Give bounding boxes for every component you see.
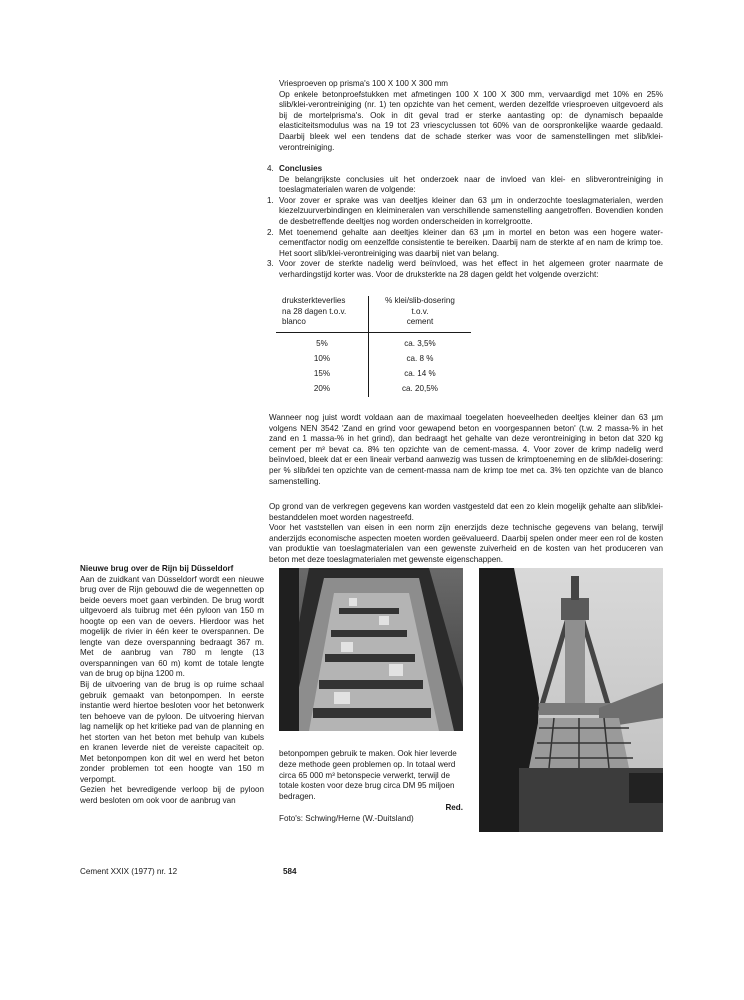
table-cell: 15% <box>276 367 369 382</box>
para-after-table <box>269 413 663 487</box>
header-line: blanco <box>282 317 306 327</box>
conclusion-item-number: 3. <box>267 259 274 269</box>
table-cell: ca. 14 % <box>404 368 436 378</box>
paragraph: Voor het vaststellen van eisen in een norm zijn enerzijds deze technische gegevens van belang, terwijl anderzijds economische aspecten moeten worden geëvalueerd. Daarbij spelen onder meer een rol de kosten van produktie van toeslagmaterialen van een gewenste zuiverheid en de kosten van het produceren van beton met deze toeslagmaterialen met gewenste eigenschappen. <box>269 523 663 564</box>
section-heading: Vriesproeven op prisma's 100 X 100 X 300 mm <box>279 79 449 88</box>
conclusions <box>267 164 663 281</box>
table-row <box>276 332 471 352</box>
conclusion-item-text: Voor zover de sterkte nadelig werd beïnvloed, was het effect in het algemeen groter naarmate de verhardingstijd korter was. Voor de druksterkte na 28 dagen geldt het volgende overzicht: <box>279 259 663 279</box>
caption-red: Red. <box>445 802 463 812</box>
page-number: 584 <box>283 867 297 876</box>
table-row <box>276 382 471 397</box>
header-line: t.o.v. <box>411 306 429 316</box>
header-line: na 28 dagen t.o.v. <box>282 306 347 316</box>
section-paragraph: Op enkele betonproefstukken met afmetingen 100 X 100 X 300 mm, vervaardigd met 10% en 25% slib/klei-verontreiniging (nr. 1) ten opzichte van het cement, werden dezelfde vriesproeven uitgevoerd als bij de mortelprisma's. Ook in dit geval trad er sterke aantasting op: de dynamisch bepaalde elasticiteitsmodulus was na 19 tot 23 vriescyclussen tot 60% van de oorspronkelijke waarde gedaald. Daarbij bleek wel een tendens dat de schade sterker was voor de samenstellingen met slib/klei-verontreiniging. <box>279 89 663 152</box>
table-cell: 5% <box>276 332 369 352</box>
conclusion-item-number: 1. <box>267 195 274 205</box>
conclusion-item <box>267 227 663 260</box>
header-line: cement <box>406 317 434 327</box>
table-row <box>276 352 471 367</box>
table-cell: ca. 3,5% <box>404 338 436 348</box>
conclusions-heading <box>267 164 663 175</box>
header-line: % klei/slib-dosering <box>385 296 455 305</box>
table-cell: 20% <box>276 382 369 397</box>
final-paragraphs <box>269 502 663 566</box>
conclusion-item-number: 2. <box>267 227 274 237</box>
conclusion-item-text: Met toenemend gehalte aan deeltjes kleiner dan 63 µm in mortel en beton was een hogere water-cementfactor nodig om eenzelfde consistentie te bereiken. Daarbij nam de sterkte af en nam de krimp toe. Het soort slib/klei-verontreiniging was daarbij niet van belang. <box>279 227 663 258</box>
section-frost-tests <box>279 79 663 153</box>
conclusion-item <box>267 195 663 228</box>
table-header-dosage <box>369 296 472 332</box>
table-cell: ca. 20,5% <box>402 383 438 393</box>
table-cell: 10% <box>276 352 369 367</box>
paragraph: Wanneer nog juist wordt voldaan aan de maximaal toegelaten hoeveelheden deeltjes kleiner dan 63 µm volgens NEN 3542 'Zand en grind voor gewapend beton en voorgespannen beton' (t.w. 2 massa-% in het zand en 1 massa-% in het grind), dan bedraagt het gehalte van deze verontreiniging in beton dat 320 kg cement per m³ bevat ca. 8% ten opzichte van de cement-massa. 4. Voor zover de krimp nadelig werd beïnvloed, bleek dat er een lineair verband aanwezig was tussen de krimptoeneming en de slib/klei-dosering: per % slib/klei ten opzichte van de cement-massa nam de krimp toe met ca. 3% ten opzichte van de blanco samenstelling. <box>269 413 663 486</box>
caption-credit: Foto's: Schwing/Herne (W.-Duitsland) <box>279 813 414 823</box>
photo-caption <box>279 749 463 825</box>
bridge-deck-photo <box>279 568 463 731</box>
sidebar-title: Nieuwe brug over de Rijn bij Düsseldorf <box>80 564 234 573</box>
sidebar-paragraph: Aan de zuidkant van Düsseldorf wordt een nieuwe brug over de Rijn gebouwd die de wegennetten op beide oevers moet gaan verbinden. De brug wordt uitgevoerd als tuibrug met één pyloon van 150 m hoogte op een van de oevers. Hierdoor was het mogelijk de rivier in één keer te overspannen. De lengte van deze overspanning bedraagt 367 m. Met de aanbrug van 780 m lengte (13 overspanningen van 60 m) komt de totale lengte van de brug op bijna 1200 m. <box>80 574 264 679</box>
table-header-strength-loss <box>276 296 369 332</box>
conclusions-number: 4. <box>267 164 274 173</box>
table-row <box>276 367 471 382</box>
conclusions-title: Conclusies <box>279 164 323 173</box>
conclusion-item-text: Voor zover er sprake was van deeltjes kleiner dan 63 µm in onderzochte toeslagmaterialen, werden kiezelzuurverbindingen en kleimineralen van verschillende samenstelling aangetroffen. Bovendien konden de desbetreffende deeltjes nog worden onderscheiden in korrelgrootte. <box>279 195 663 226</box>
conclusions-intro: De belangrijkste conclusies uit het onderzoek naar de invloed van klei- en slibverontreiniging in toeslagmaterialen waren de volgende: <box>279 174 663 195</box>
footer-journal: Cement XXIX (1977) nr. 12 <box>80 867 178 876</box>
header-line: druksterkteverlies <box>282 296 346 305</box>
table-cell: ca. 8 % <box>406 353 434 363</box>
table-header-row <box>276 296 471 332</box>
caption-text: betonpompen gebruik te maken. Ook hier leverde deze methode geen problemen op. In totaal werd circa 65 000 m³ betonspecie verwerkt, terwijl de totale kosten voor deze brug circa DM 95 miljoen bedragen. <box>279 749 457 802</box>
sidebar-article <box>80 564 264 807</box>
strength-loss-table <box>276 296 471 397</box>
paragraph: Op grond van de verkregen gegevens kan worden vastgesteld dat een zo klein mogelijk gehalte aan slib/klei-bestanddelen moet worden nagestreefd. <box>269 502 663 522</box>
conclusion-item <box>267 259 663 280</box>
sidebar-paragraph: Bij de uitvoering van de brug is op ruime schaal gebruik gemaakt van betonpompen. In eerste instantie werd hiertoe besloten voor het betonwerk ten behoeve van de pyloon. De uitvoering hiervan lag namelijk op het kritieke pad van de planning en het storten van het beton met behulp van kubels en kranen leverde niet de vereiste capaciteit op. Met betonpompen kon dit wel en werd het beton zonder problemen tot een hoogte van 150 m verpompt. <box>80 680 264 784</box>
sidebar-paragraph: Gezien het bevredigende verloop bij de pyloon werd besloten om ook voor de aanbrug van <box>80 785 264 806</box>
bridge-pylon-photo <box>479 568 663 832</box>
